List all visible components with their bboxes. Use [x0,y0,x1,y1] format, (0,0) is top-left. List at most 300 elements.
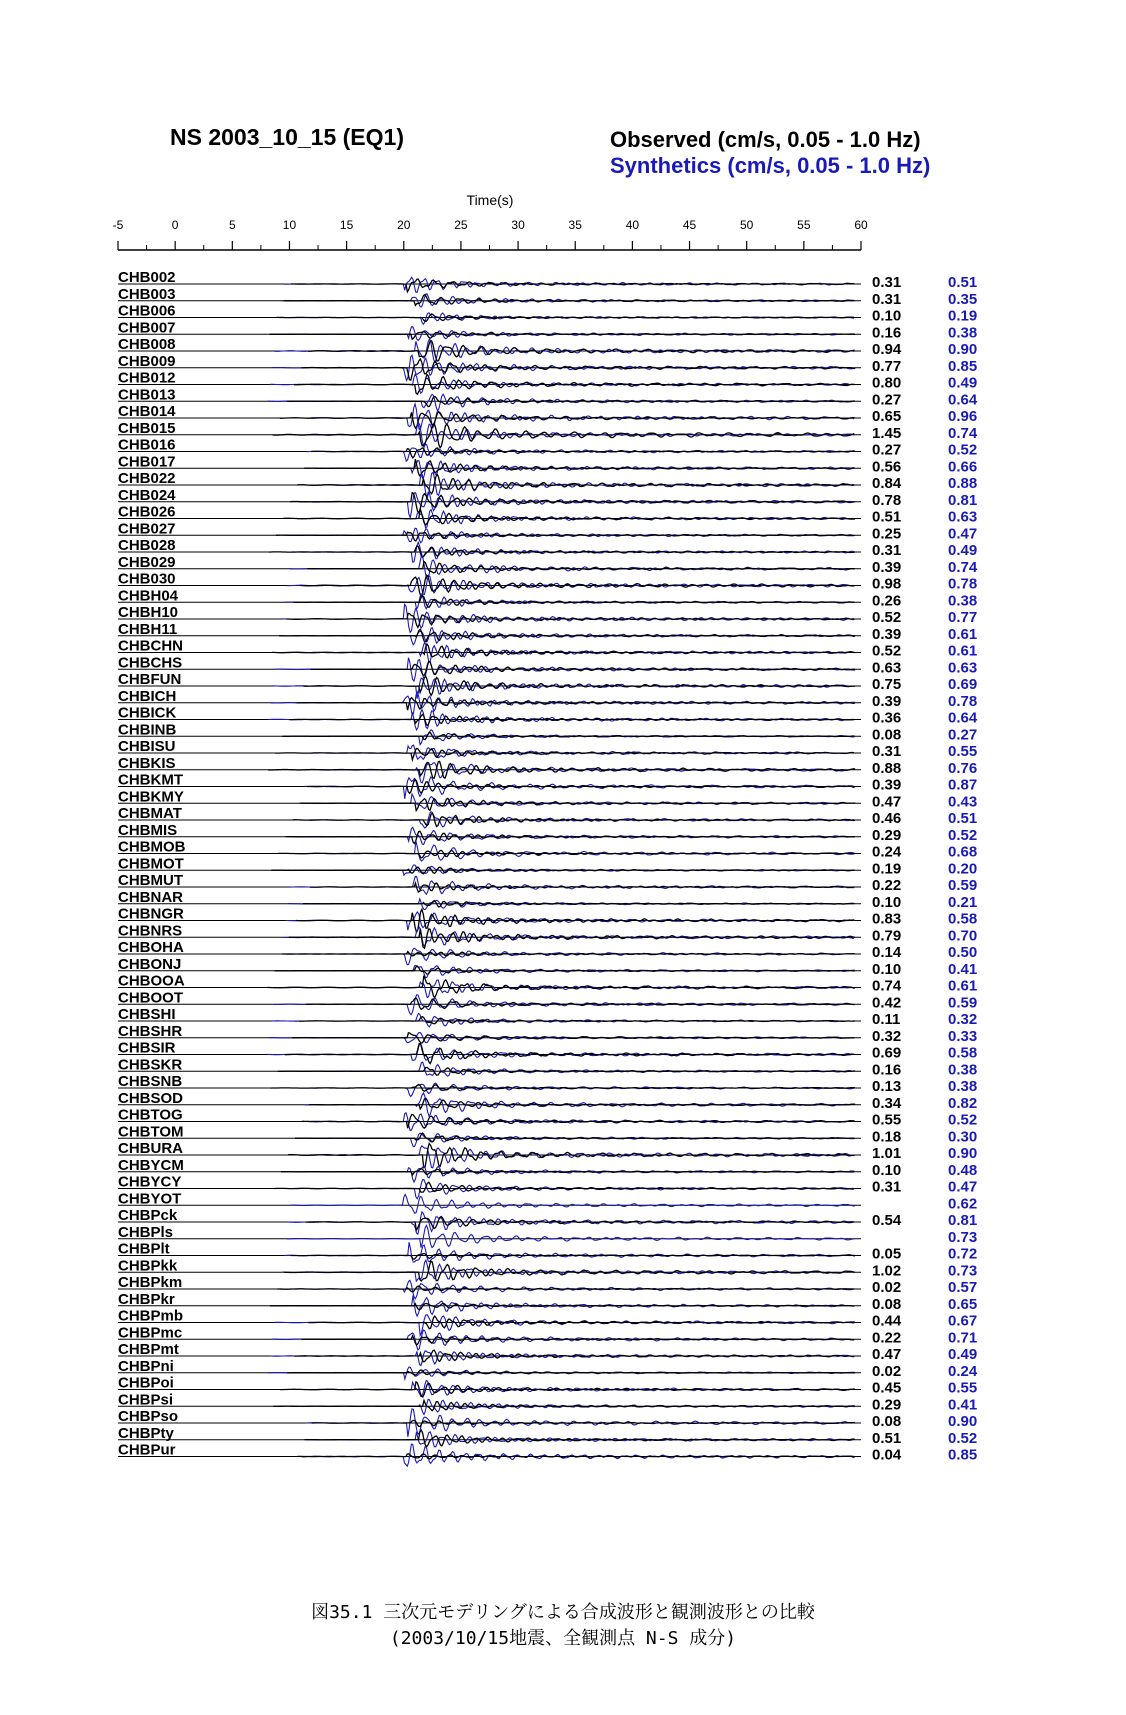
synthetic-max-value: 0.49 [948,542,978,559]
observed-max-value: 0.39 [872,558,902,576]
station-label: CHBICK [118,704,177,722]
station-label: CHBSIR [118,1039,176,1057]
observed-trace [270,332,856,339]
station-label: CHB006 [118,302,176,320]
station-label: CHBSHI [118,1006,176,1023]
observed-max-value: 0.51 [872,1429,902,1447]
synthetic-max-value: 0.90 [948,1413,978,1430]
observed-max-value: 0.32 [872,1027,902,1045]
synthetic-trace [290,556,855,579]
observed-max-value: 0.16 [872,324,902,342]
synthetic-trace [275,1315,855,1336]
synthetic-max-value: 0.64 [948,391,978,409]
x-tick-label: 10 [282,218,297,232]
observed-trace [284,1261,855,1281]
synthetic-max-value: 0.65 [948,1295,978,1313]
observed-trace [275,749,854,760]
synthetic-max-value: 0.48 [948,1161,978,1179]
x-tick-label: 25 [454,218,468,232]
x-tick-label: -5 [112,218,124,232]
station-label: CHB022 [118,470,176,487]
synthetic-trace [276,980,855,998]
observed-max-value: 0.34 [872,1094,902,1112]
synthetic-trace [302,1444,855,1466]
synthetic-trace [311,1381,854,1397]
observed-trace [298,1454,855,1459]
observed-max-value: 0.75 [872,676,902,693]
station-label: CHBNRS [118,922,183,940]
synthetic-trace [289,1212,854,1234]
observed-trace [279,629,855,642]
observed-max-value: 0.31 [872,290,902,308]
synthetic-max-value: 0.35 [948,290,978,308]
observed-max-value: 0.27 [872,391,902,409]
station-label: CHBH10 [118,604,179,621]
synthetic-max-value: 0.62 [948,1195,978,1213]
synthetic-max-value: 0.78 [948,575,978,593]
observed-max-value: 0.78 [872,491,902,509]
x-tick-label: 15 [339,218,354,232]
observed-max-value: 0.10 [872,1161,902,1179]
synthetic-max-value: 0.47 [948,525,978,543]
observed-max-value: 0.84 [872,475,902,492]
station-label: CHBPur [118,1441,176,1459]
observed-max-value: 0.98 [872,575,902,593]
synthetic-max-value: 0.74 [948,558,978,576]
synthetic-max-value: 0.47 [948,1178,978,1196]
observed-trace [307,780,854,794]
synthetic-trace [308,1083,855,1096]
synthetic-max-value: 0.51 [948,810,978,827]
observed-trace [273,1400,855,1410]
station-label: CHB003 [118,285,176,303]
station-label: CHB016 [118,436,176,454]
observed-max-value: 0.04 [872,1446,902,1464]
observed-max-value: 0.94 [872,341,902,358]
station-label: CHB030 [118,570,176,588]
synthetic-max-value: 0.32 [948,1011,978,1028]
x-tick-label: 30 [511,218,525,232]
station-label: CHB015 [118,419,176,437]
station-label: CHBMUT [118,872,183,889]
observed-max-value: 0.44 [872,1312,902,1330]
synthetic-max-value: 0.33 [948,1027,978,1045]
observed-trace [278,1067,856,1075]
observed-trace [293,596,854,608]
x-tick-label: 60 [854,218,868,232]
station-label: CHBPlt [118,1240,170,1258]
observed-trace [307,562,854,573]
observed-max-value: 0.16 [872,1061,902,1079]
station-label: CHBPso [118,1408,179,1425]
observed-max-value: 0.08 [872,726,902,744]
synthetic-max-value: 0.71 [948,1329,978,1347]
station-label: CHBPsi [118,1391,174,1409]
synthetic-max-value: 0.49 [948,1346,978,1363]
synthetic-trace [305,777,855,799]
synthetic-max-value: 0.64 [948,709,978,727]
synthetic-max-value: 0.73 [948,1262,978,1280]
synthetic-max-value: 0.69 [948,676,978,693]
x-tick-label: 5 [228,218,236,232]
synthetic-max-value: 0.38 [948,1078,978,1095]
synthetic-max-value: 0.20 [948,860,978,878]
observed-max-value: 0.42 [872,994,902,1012]
synthetic-max-value: 0.63 [948,659,978,677]
station-label: CHBYCY [118,1173,182,1191]
x-tick-label: 0 [171,218,179,232]
synthetic-max-value: 0.70 [948,927,978,945]
observed-trace [292,1033,854,1043]
station-label: CHBMAT [118,805,182,822]
observed-max-value: 0.39 [872,776,902,794]
observed-max-value: 0.39 [872,625,902,643]
x-tick-label: 20 [397,218,411,232]
station-label: CHBURA [118,1140,183,1157]
observed-max-value: 0.31 [872,274,902,291]
observed-trace [291,279,855,292]
station-label: CHB026 [118,503,176,521]
synthetic-max-value: 0.52 [948,826,978,844]
observed-trace [300,798,856,810]
station-label: CHB008 [118,336,176,353]
station-label: CHB007 [118,319,176,337]
observed-trace [275,966,855,974]
observed-max-value: 0.52 [872,642,902,660]
synthetic-max-value: 0.90 [948,341,978,358]
station-label: CHB017 [118,453,176,471]
x-axis-label: Time(s) [466,192,514,208]
observed-max-value: 0.13 [872,1078,902,1095]
synthetic-max-value: 0.81 [948,491,978,509]
observed-trace [309,1316,855,1329]
station-label: CHBH04 [118,587,179,605]
observed-max-value: 0.83 [872,910,902,928]
station-label: CHBPck [118,1207,178,1224]
observed-trace [271,867,854,874]
observed-trace [305,1217,854,1231]
synthetic-max-value: 0.50 [948,944,978,961]
observed-max-value: 0.36 [872,709,902,727]
synthetic-trace [312,730,855,745]
synthetic-trace [309,745,854,759]
observed-trace [290,493,855,513]
synthetic-max-value: 0.38 [948,592,978,610]
synthetic-max-value: 0.21 [948,893,978,911]
synthetic-max-value: 0.76 [948,759,978,777]
observed-trace [291,1254,855,1260]
observed-trace [296,909,854,932]
station-label: CHBPni [118,1357,174,1375]
observed-max-value: 0.31 [872,743,902,760]
synthetic-trace [273,678,855,699]
station-label: CHBYCM [118,1156,184,1174]
observed-max-value: 0.08 [872,1413,902,1430]
station-label: CHBSKR [118,1056,183,1074]
observed-trace [312,1420,855,1426]
synthetic-trace [301,1133,855,1147]
observed-max-value: 0.31 [872,1178,902,1196]
synthetic-trace [270,1351,854,1366]
observed-max-value: 0.88 [872,759,902,777]
synthetic-max-value: 0.41 [948,1396,978,1414]
x-tick-label: 55 [797,218,811,232]
x-tick-label: 40 [625,218,640,232]
observed-trace [283,509,855,525]
synthetic-max-value: 0.78 [948,692,978,710]
x-tick-label: 35 [568,218,582,232]
observed-max-value: 1.02 [872,1262,902,1280]
synthetic-max-value: 0.19 [948,307,978,325]
synthetic-trace [306,444,855,461]
observed-trace [273,424,855,448]
station-label: CHBKIS [118,754,176,772]
synthetic-trace [279,313,854,325]
observed-max-value: 0.02 [872,1279,902,1296]
observed-trace [278,851,854,858]
observed-trace [311,662,856,676]
synthetic-max-value: 0.59 [948,994,978,1012]
observed-max-value: 0.74 [872,977,902,995]
figure-caption-line1: 図35.1 三次元モデリングによる合成波形と観測波形との比較 [311,1602,815,1623]
synthetic-max-value: 0.49 [948,374,978,392]
observed-max-value: 0.10 [872,960,902,978]
observed-trace [303,901,855,907]
station-label: CHB012 [118,369,176,387]
observed-trace [305,1430,855,1447]
observed-max-value: 0.18 [872,1128,902,1146]
station-label: CHBKMT [118,771,183,789]
observed-max-value: 0.22 [872,1329,902,1347]
synthetic-max-value: 0.85 [948,1446,978,1464]
observed-max-value: 0.79 [872,927,902,945]
station-label: CHB013 [118,386,176,404]
station-label: CHB024 [118,486,176,504]
station-label: CHBINB [118,721,177,739]
station-label: CHBTOM [118,1123,184,1141]
station-label: CHBYOT [118,1190,182,1208]
station-label: CHBPkm [118,1274,183,1291]
observed-max-value: 0.26 [872,592,902,610]
synthetic-max-value: 0.58 [948,1044,978,1062]
synthetic-max-value: 0.74 [948,424,978,442]
synthetic-trace [281,948,854,965]
station-label: CHBPoi [118,1374,174,1392]
synthetic-max-value: 0.43 [948,793,978,811]
synthetic-trace [284,1242,855,1262]
station-label: CHB002 [118,269,176,286]
observed-max-value: 0.24 [872,843,902,861]
synthetic-max-value: 0.96 [948,408,978,425]
synthetic-max-value: 0.55 [948,743,978,760]
observed-max-value: 0.55 [872,1111,902,1129]
observed-max-value: 0.19 [872,860,902,878]
synthetic-max-value: 0.90 [948,1145,978,1162]
synthetic-max-value: 0.67 [948,1312,978,1330]
synthetic-max-value: 0.88 [948,475,978,492]
synthetic-max-value: 0.57 [948,1279,978,1296]
observed-max-value: 0.47 [872,1346,902,1363]
observed-max-value: 0.39 [872,692,902,710]
synthetic-trace [299,493,855,518]
synthetic-trace [304,461,855,480]
observed-max-value: 0.69 [872,1044,902,1062]
synthetic-trace [302,794,855,809]
observed-trace [302,1114,855,1128]
observed-max-value: 0.14 [872,944,902,961]
observed-trace [276,532,855,541]
synthetic-max-value: 0.61 [948,642,978,660]
observed-max-value: 0.54 [872,1212,902,1229]
synthetic-max-value: 0.81 [948,1212,978,1229]
synthetic-max-value: 0.30 [948,1128,978,1146]
synthetic-max-value: 0.68 [948,843,978,861]
observed-max-value: 0.46 [872,810,902,827]
x-tick-label: 50 [740,218,754,232]
observed-max-value: 0.51 [872,508,902,526]
station-label: CHBPmc [118,1324,183,1342]
station-label: CHBNAR [118,888,183,906]
observed-trace [297,698,855,710]
observed-max-value: 0.63 [872,659,902,677]
station-label: CHBPmt [118,1341,179,1358]
observed-trace [272,644,855,658]
observed-max-value: 0.45 [872,1379,902,1397]
synthetic-max-value: 0.59 [948,877,978,894]
synthetic-max-value: 0.85 [948,357,978,375]
station-label: CHBPkr [118,1290,175,1308]
station-label: CHBOOT [118,989,183,1007]
station-label: CHBSOD [118,1089,184,1107]
synthetic-max-value: 0.82 [948,1094,978,1112]
station-label: CHBSNB [118,1073,183,1090]
observed-max-value: 0.31 [872,542,902,559]
station-label: CHBH11 [118,620,178,638]
synthetic-trace [287,1225,855,1247]
station-label: CHBSHR [118,1022,183,1040]
observed-max-value: 1.01 [872,1145,902,1162]
observed-trace [280,412,855,428]
synthetic-max-value: 0.72 [948,1245,978,1263]
synthetic-trace [296,1166,854,1182]
x-tick-label: 45 [682,218,697,232]
observed-max-value: 0.80 [872,374,902,392]
observed-max-value: 0.10 [872,893,902,911]
station-label: CHBCHN [118,637,183,655]
station-label: CHBOOA [118,972,185,990]
station-label: CHB014 [118,403,176,420]
observed-max-value: 0.22 [872,877,902,894]
station-label: CHBMOT [118,855,184,873]
synthetic-trace [268,394,855,411]
observed-trace [287,397,855,407]
synthetic-max-value: 0.52 [948,1111,978,1129]
observed-trace [277,1286,854,1292]
synthetic-max-value: 0.58 [948,910,978,928]
observed-trace [301,1336,854,1345]
observed-trace [281,1169,854,1175]
observed-max-value: 1.45 [872,424,902,442]
observed-trace [282,733,854,740]
legend-observed: Observed (cm/s, 0.05 - 1.0 Hz) [610,127,921,152]
synthetic-max-value: 0.52 [948,1429,978,1447]
observed-max-value: 0.47 [872,793,902,811]
observed-max-value: 0.77 [872,357,902,375]
observed-max-value: 0.25 [872,525,902,543]
station-label: CHBISU [118,738,176,755]
chart-title: NS 2003_10_15 (EQ1) [170,124,404,150]
synthetic-max-value: 0.61 [948,977,978,995]
synthetic-max-value: 0.24 [948,1362,978,1380]
observed-max-value: 0.65 [872,408,902,425]
synthetic-max-value: 0.87 [948,776,978,794]
observed-trace [311,448,854,458]
figure-caption-line2: (2003/10/15地震、全観測点 N-S 成分) [389,1628,737,1649]
observed-max-value: 0.27 [872,441,902,459]
synthetic-trace [291,1195,855,1214]
station-label: CHBTOG [118,1106,183,1124]
synthetic-trace [267,1044,854,1061]
station-label: CHBPls [118,1223,174,1241]
station-label: CHBPkk [118,1257,178,1275]
station-label: CHBFUN [118,671,182,688]
observed-trace [271,1085,855,1092]
station-label: CHBOHA [118,939,184,956]
observed-max-value: 0.05 [872,1245,902,1263]
synthetic-max-value: 0.27 [948,726,978,744]
synthetic-max-value: 0.51 [948,274,978,291]
station-label: CHB029 [118,553,176,571]
synthetic-max-value: 0.63 [948,508,978,526]
station-label: CHBONJ [118,955,182,973]
station-label: CHBKMY [118,788,184,806]
synthetic-trace [295,841,855,861]
observed-max-value: 0.10 [872,307,902,325]
station-label: CHBPty [118,1424,174,1442]
observed-trace [304,459,854,476]
synthetic-trace [291,876,855,894]
synthetic-max-value: 0.41 [948,960,978,978]
station-label: CHBMIS [118,821,178,839]
observed-trace [277,314,855,321]
observed-trace [301,359,855,380]
observed-max-value: 0.02 [872,1362,902,1380]
synthetic-max-value: 0.73 [948,1228,978,1246]
synthetic-max-value: 0.66 [948,458,978,476]
station-label: CHBMOB [118,838,186,856]
synthetic-trace [307,763,854,783]
synthetic-max-value: 0.55 [948,1379,978,1397]
observed-max-value: 0.56 [872,458,902,476]
station-label: CHBPmb [118,1307,184,1325]
observed-max-value: 0.11 [872,1011,901,1028]
observed-trace [288,1144,855,1168]
station-label: CHB028 [118,537,176,554]
synthetic-max-value: 0.38 [948,324,978,342]
synthetic-max-value: 0.77 [948,609,978,626]
observed-trace [297,474,854,494]
observed-max-value: 0.52 [872,609,902,626]
synthetic-trace [310,1062,855,1076]
station-label: CHBCHS [118,654,183,672]
station-label: CHBNGR [118,905,184,923]
synthetic-max-value: 0.38 [948,1061,978,1079]
legend-synthetic: Synthetics (cm/s, 0.05 - 1.0 Hz) [610,153,931,178]
synthetic-max-value: 0.61 [948,625,978,643]
synthetic-max-value: 0.52 [948,441,978,459]
observed-max-value: 0.29 [872,826,902,844]
station-label: CHBICH [118,687,177,705]
